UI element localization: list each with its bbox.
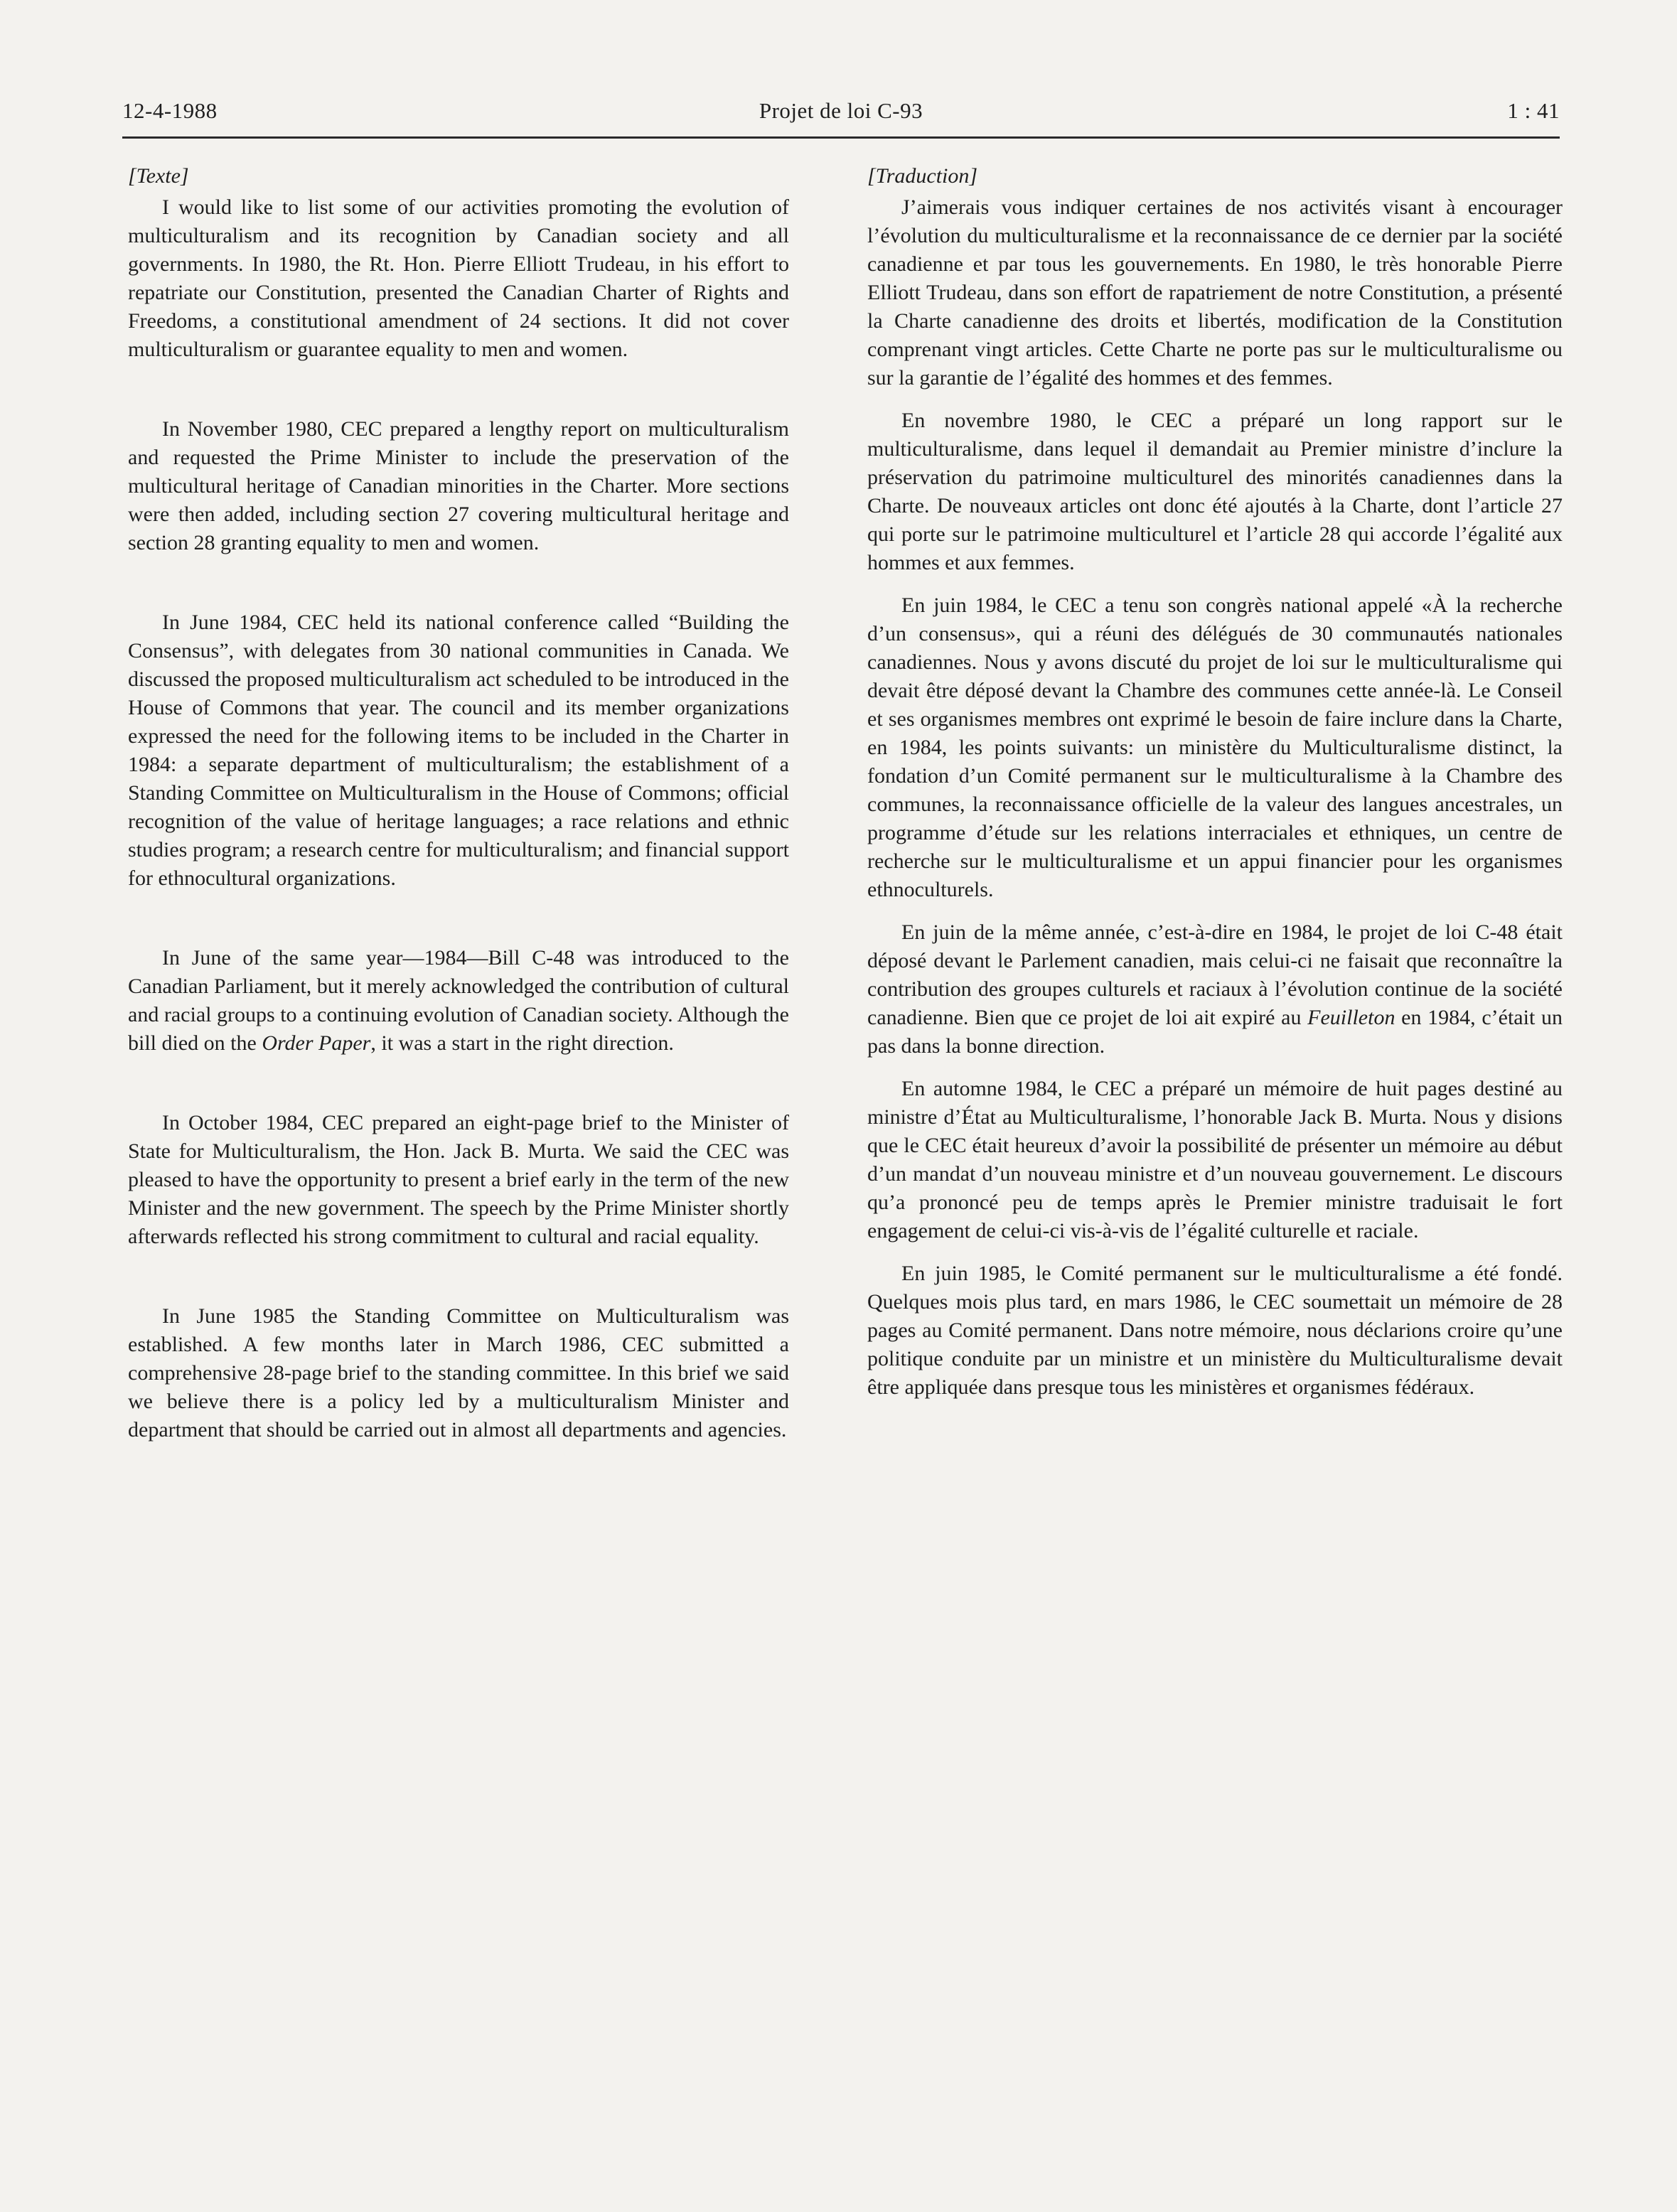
paragraph: En automne 1984, le CEC a préparé un mémoire de huit pages destiné au ministre d’État au Multiculturalisme, l’honorable Jack B. Murta. Nous y disions que le CEC était heureux d’avoir la possibilité de présenter un mémoire au début d’un mandat d’un nouveau ministre et d’un nouveau gouvernement. Le discours qu’a prononcé peu de temps après le Premier ministre traduisait le fort engagement de celui-ci vis-à-vis de l’égalité culturelle et raciale. [867,1077,1563,1242]
french-column [867,162,1563,1416]
text-label: [Texte] [128,164,189,188]
paragraph: In October 1984, CEC prepared an eight-page brief to the Minister of State for Multiculturalism, the Hon. Jack B. Murta. We said the CEC was pleased to have the opportunity to present a brief early in the term of the new Minister and the new government. The speech by the Prime Minister shortly afterwards reflected his strong commitment to cultural and racial equality. [128,1111,789,1248]
paragraph: En juin 1984, le CEC a tenu son congrès national appelé «À la recherche d’un consensus», qui a réuni des délégués de 30 communautés nationales canadiennes. Nous y avons discuté du projet de loi sur le multiculturalisme qui devait être déposé devant la Chambre des communes cette année-là. Le Conseil et ses organismes membres ont exprimé le besoin de faire inclure dans la Charte, en 1984, les points suivants: un ministère du Multiculturalisme distinct, la fondation d’un Comité permanent sur le multiculturalisme à la Chambre des communes, la reconnaissance officielle de la valeur des langues ancestrales, un programme d’étude sur les relations interraciales et ethniques, un centre de recherche sur le multiculturalisme et un appui financier pour les organismes ethnoculturels. [867,594,1563,901]
translation-label: [Traduction] [867,164,978,188]
italic-term: Order Paper [262,1031,371,1055]
paragraph-text: In June of the same year—1984—Bill C-48 was introduced to the Canadian Parliament, but it merely acknowledged the contribution of cultural and racial groups to a continuing evolution of Canadian society. Although the bill died on the [128,946,789,1055]
paragraph: J’aimerais vous indiquer certaines de nos activités visant à encourager l’évolution du multiculturalisme et la reconnaissance de ce dernier par la société canadienne et par tous les gouvernements. En 1980, le très honorable Pierre Elliott Trudeau, dans son effort de rapatriement de notre Constitution, a présenté la Charte canadienne des droits et libertés, modification de la Constitution comprenant vingt articles. Cette Charte ne porte pas sur le multiculturalisme ou sur la garantie de l’égalité des hommes et des femmes. [867,195,1563,390]
paragraph: I would like to list some of our activities promoting the evolution of multiculturalism and its recognition by Canadian society and all governments. In 1980, the Rt. Hon. Pierre Elliott Trudeau, in his effort to repatriate our Constitution, presented the Canadian Charter of Rights and Freedoms, a constitutional amendment of 24 sections. It did not cover multiculturalism or guarantee equality to men and women. [128,195,789,361]
paragraph-text: , it was a start in the right direction. [370,1031,674,1055]
italic-term: Feuilleton [1307,1006,1395,1029]
header-date: 12-4-1988 [122,98,218,123]
paragraph-text: en 1984, c’était un pas dans la bonne direction. [867,1006,1563,1058]
english-column [128,162,789,1494]
paragraph: En novembre 1980, le CEC a préparé un long rapport sur le multiculturalisme, dans lequel il demandait au Premier ministre d’inclure la préservation du patrimoine multiculturel des minorités canadiennes dans la Charte. De nouveaux articles ont donc été ajoutés à la Charte, dont l’article 27 qui porte sur le patrimoine multiculturel et l’article 28 qui accorde l’égalité aux hommes et aux femmes. [867,409,1563,574]
paragraph [128,944,789,1058]
paragraph: In November 1980, CEC prepared a lengthy report on multiculturalism and requested the Prime Minister to include the preservation of the multicultural heritage of Canadian minorities in the Charter. More sections were then added, including section 27 covering multicultural heritage and section 28 granting equality to men and women. [128,417,789,554]
page-header [122,94,1560,139]
header-page-number: 1 : 41 [1507,98,1560,123]
paragraph [867,918,1563,1061]
paragraph-text: En juin de la même année, c’est-à-dire en 1984, le projet de loi C-48 était déposé devant le Parlement canadien, mais celui-ci ne faisait que reconnaître la contribution des groupes culturels et raciaux à l’évolution continue de la société canadienne. Bien que ce projet de loi ait expiré au [867,920,1563,1029]
paragraph: En juin 1985, le Comité permanent sur le multiculturalisme a été fondé. Quelques mois plus tard, en mars 1986, le CEC soumettait un mémoire de 28 pages au Comité permanent. Dans notre mémoire, nous déclarions croire qu’une politique conduite par un ministre et un ministère du Multiculturalisme devait être appliquée dans presque tous les ministères et organismes fédéraux. [867,1262,1563,1399]
header-title: Projet de loi C-93 [759,98,923,123]
paragraph: In June 1985 the Standing Committee on Multiculturalism was established. A few months later in March 1986, CEC submitted a comprehensive 28-page brief to the standing committee. In this brief we said we believe there is a policy led by a multiculturalism Minister and department that should be carried out in almost all departments and agencies. [128,1304,789,1441]
paragraph: In June 1984, CEC held its national conference called “Building the Consensus”, with delegates from 30 national communities in Canada. We discussed the proposed multiculturalism act scheduled to be introduced in the House of Commons that year. The council and its member organizations expressed the need for the following items to be included in the Charter in 1984: a separate department of multiculturalism; the establishment of a Standing Committee on Multiculturalism in the House of Commons; official recognition of the value of heritage languages; a race relations and ethnic studies program; a research centre for multiculturalism; and financial support for ethnocultural organizations. [128,611,789,890]
